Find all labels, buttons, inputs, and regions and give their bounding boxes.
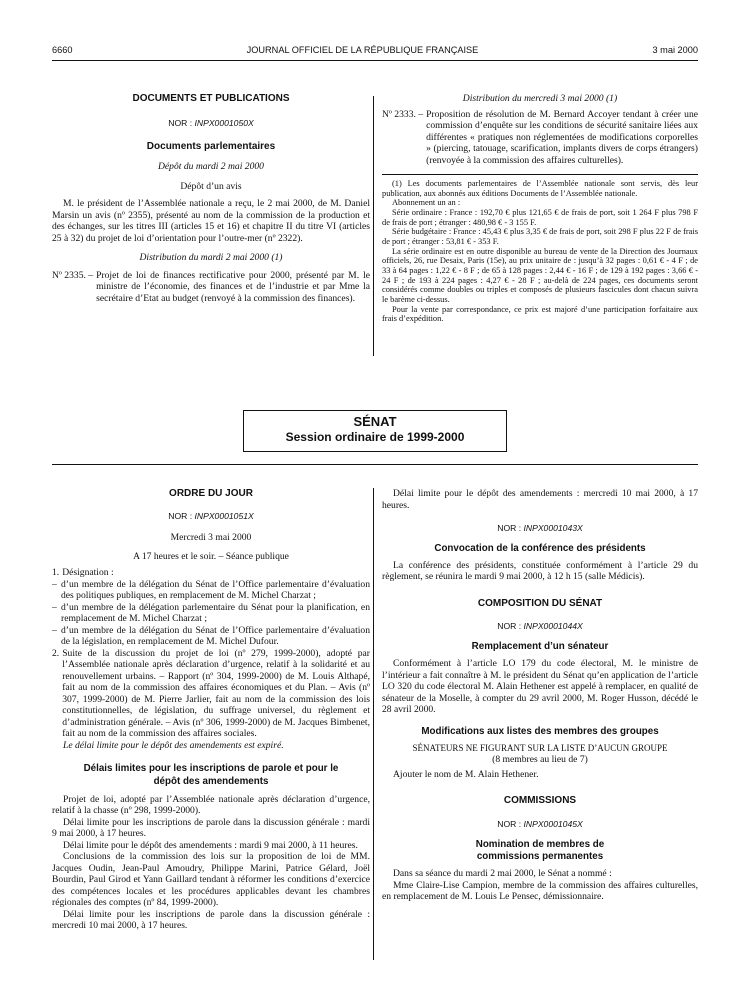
nor-reference	[52, 511, 370, 521]
depot-date: Dépôt du mardi 2 mai 2000	[158, 161, 264, 173]
agenda-bullet: – d’un membre de la délégation du Sénat de l’Office parlementaire d’évaluation de la législation, en remplacement de M. Michel Dufour.	[52, 624, 370, 648]
documents-publications-section	[52, 93, 370, 304]
nor-reference	[382, 621, 698, 631]
paragraph: Projet de loi, adopté par l’Assemblée nationale après déclaration d’urgence, relatif à la chasse (nº 298, 1999-2000).	[52, 793, 370, 817]
document-item	[52, 270, 370, 305]
ajouter-text: Ajouter le nom de M. Alain Hethener.	[393, 769, 539, 781]
agenda-number: 2.	[52, 647, 60, 659]
agenda-text: Suite de la discussion du projet de loi (nº 279, 1999-2000), adopté par l’Assemblée nationale après déclaration d’urgence, relatif à la solidarité et au renouvellement urbains. – Rapport (nº 304, 1999-2000) de M. Louis Althapé, fait au nom de la commission des affaires économiques et du Plan. – Avis (nº 307, 1999-2000) de M. Pierre Jarlier, fait au nom de la commission des lois constitutionnelles, de législation, du suffrage universel, du règlement et d’administration générale. – Avis (nº 306, 1999-2000) de M. Jacques Bimbenet, fait au nom de la commission des affaires sociales.	[62, 647, 370, 740]
session-time: A 17 heures et le soir. – Séance publique	[133, 550, 289, 562]
paragraph: Délai limite pour le dépôt des amendements : mardi 9 mai 2000, à 11 heures.	[63, 839, 358, 851]
nor-code: INPX0001051X	[194, 511, 254, 521]
footnote: La série ordinaire est en outre disponible au bureau de vente de la Direction des Journaux officiels, 26, rue Desaix, Paris (15e), au prix unitaire de : jusqu’à 32 pages : 0,61 € - 4 F ; de 33 à 64 pages : 1,22 € - 8 F ; de 65 à 128 pages : 2,44 € - 16 F ; de 129 à 192 pages : 3,66 € - 24 F ; de 193 à 224 pages : 4,27 € - 28 F ; au-delà de 224 pages, ces documents seront considérés comme doubles ou triples et composés de plusieurs fascicules dont chacun suivra le barème ci-dessus.	[382, 246, 698, 304]
agenda-number: 1.	[52, 567, 60, 579]
column-divider-top	[373, 96, 374, 356]
convocation-title: Convocation de la conférence des présidents	[434, 543, 646, 555]
ordre-du-jour-section	[52, 488, 370, 932]
session-date: Mercredi 3 mai 2000	[170, 532, 252, 544]
document-item	[382, 109, 698, 167]
paragraph: Délai limite pour les inscriptions de parole dans la discussion générale : mardi 9 mai 2000, à 17 heures.	[52, 816, 370, 840]
document-number: Nº 2333. –	[382, 108, 424, 120]
header-rule	[52, 60, 698, 61]
senat-notices-section	[382, 488, 698, 903]
footnote: Série budgétaire : France : 45,43 € plus 3,35 € de frais de port, soit 298 F plus 22 F de frais de port ; étranger : 53,81 € - 353 F.	[382, 227, 698, 246]
nor-label: NOR :	[497, 818, 524, 829]
nor-code: INPX0001050X	[194, 118, 254, 128]
distribution-heading: Distribution du mardi 2 mai 2000 (1)	[139, 252, 283, 264]
paragraph: Délai limite pour les inscriptions de parole dans la discussion générale : mercredi 10 mai 2000, à 17 heures.	[52, 908, 370, 932]
distribution-heading: Distribution du mercredi 3 mai 2000 (1)	[462, 93, 618, 104]
page-number: 6660	[52, 45, 73, 55]
membres-count: (8 membres au lieu de 7)	[492, 753, 588, 765]
distribution-section	[382, 93, 698, 324]
page-header	[52, 45, 698, 61]
section-title: ORDRE DU JOUR	[169, 488, 253, 499]
nomination-title: Nomination de membres de commissions permanentes	[475, 838, 605, 863]
column-divider-bottom	[373, 488, 374, 960]
session-title: Session ordinaire de 1999-2000	[285, 429, 465, 444]
bullet-text: d’un membre de la délégation du Sénat de l’Office parlementaire d’évaluation des politiques publiques, en remplacement de M. Michel Charzat ;	[61, 578, 370, 602]
footnote: Abonnement un an :	[392, 198, 461, 208]
footnote: Série ordinaire : France : 192,70 € plus 121,65 € de frais de port, soit 1 264 F plus 798 F de frais de port ; étranger : 480,98 € - 3 155 F.	[382, 207, 698, 227]
document-text: Projet de loi de finances rectificative pour 2000, présenté par M. le ministre de l’économie, des finances et de l’industrie et par Mme la secrétaire d’Etat au budget (renvoyé à la commission des finances).	[96, 269, 370, 304]
nor-label: NOR :	[168, 118, 195, 128]
nomination-text: Mme Claire-Lise Campion, membre de la commission des affaires culturelles, en remplacement de M. Louis Le Pensec, démissionnaire.	[382, 879, 698, 903]
footnotes	[382, 179, 698, 324]
nor-reference	[382, 819, 698, 829]
nor-reference	[382, 523, 698, 533]
subsection-title: Documents parlementaires	[146, 141, 276, 153]
agenda-bullet: – d’un membre de la délégation du Sénat de l’Office parlementaire d’évaluation des politiques publiques, en remplacement de M. Michel Charzat ;	[52, 578, 370, 602]
footnote-rule	[382, 174, 698, 175]
nor-code: INPX0001044X	[523, 620, 583, 631]
delais-title: Délais limites pour les inscriptions de parole et pour le dépôt des amendements	[83, 763, 339, 787]
commissions-title: COMMISSIONS	[503, 794, 577, 806]
footnote: Pour la vente par correspondance, ce prix est majoré d’une participation forfaitaire aux frais d’expédition.	[382, 304, 698, 324]
agenda-item	[52, 648, 370, 740]
composition-title: COMPOSITION DU SÉNAT	[477, 597, 603, 609]
senat-title-box	[243, 410, 507, 452]
nomination-text: Dans sa séance du mardi 2 mai 2000, le Sénat a nommé :	[393, 868, 612, 880]
paragraph: Délai limite pour le dépôt des amendements : mercredi 10 mai 2000, à 17 heures.	[382, 488, 698, 511]
nor-label: NOR :	[497, 620, 524, 631]
avis-paragraph: M. le président de l’Assemblée nationale a reçu, le 2 mai 2000, de M. Daniel Marsin un avis (nº 2355), présenté au nom de la commission de la production et des échanges, sur les titres III (articles 15 et 16) et chapitre II du titre VI (articles 25 à 32) du projet de loi d’orientation pour l’outre-mer (nº 2322).	[52, 198, 370, 244]
modif-title: Modifications aux listes des membres des groupes	[421, 725, 659, 737]
issue-date: 3 mai 2000	[652, 45, 698, 55]
footnote: (1) Les documents parlementaires de l’Assemblée nationale sont servis, dès leur publication, aux abonnés aux éditions Documents de l’Assemblée nationale.	[382, 179, 698, 198]
convocation-text: La conférence des présidents, constituée conformément à l’article 29 du règlement, se réunira le mardi 9 mai 2000, à 12 h 15 (salle Médicis).	[382, 559, 698, 583]
delai-note: Le délai limite pour le dépôt des amendements est expiré.	[63, 739, 284, 751]
bullet-text: d’un membre de la délégation parlementaire du Sénat pour la planification, en remplacement de M. Michel Charzat ;	[61, 601, 370, 625]
journal-title: JOURNAL OFFICIEL DE LA RÉPUBLIQUE FRANÇAISE	[246, 45, 479, 55]
bullet-text: d’un membre de la délégation du Sénat de l’Office parlementaire d’évaluation de la législation, en remplacement de M. Michel Dufour.	[61, 624, 370, 648]
paragraph: Conclusions de la commission des lois sur la proposition de loi de MM. Jacques Oudin, Jean-Paul Amoudry, Philippe Marini, Patrice Gélard, Joël Bourdin, Paul Girod et Yann Gaillard tendant à réformer les conditions d’exercice des compétences locales et les procédures applicables devant les chambres régionales des comptes (nº 84, 1999-2000).	[52, 851, 370, 909]
senat-title: SÉNAT	[353, 414, 397, 429]
remplacement-title: Remplacement d’un sénateur	[471, 640, 609, 652]
agenda-bullet: – d’un membre de la délégation parlementaire du Sénat pour la planification, en remplacement de M. Michel Charzat ;	[52, 601, 370, 625]
agenda-item	[52, 567, 370, 579]
nor-code: INPX0001043X	[523, 523, 583, 533]
nor-label: NOR :	[168, 511, 195, 521]
document-text: Proposition de résolution de M. Bernard Accoyer tendant à créer une commission d’enquête sur les conditions de sécurité sanitaire liées aux différentes « pratiques non réglementées de modifications corporelles » (piercing, tatouage, scarification, implants divers de corps étrangers) (renvoyée à la commission des affaires culturelles).	[426, 108, 698, 166]
section-title: DOCUMENTS ET PUBLICATIONS	[132, 93, 290, 104]
senat-rule	[52, 464, 698, 465]
nor-code: INPX0001045X	[523, 818, 583, 829]
remplacement-text: Conformément à l’article LO 179 du code électoral, M. le ministre de l’intérieur a fait connaître à M. le président du Sénat qu’en application de l’article LO 320 du code électoral M. Alain Hethener est appelé à remplacer, en qualité de sénateur de la Moselle, à compter du 29 avril 2000, M. Roger Husson, décédé le 28 avril 2000.	[382, 658, 698, 716]
agenda-text: Désignation :	[62, 567, 114, 579]
sans-groupe-heading: SÉNATEURS NE FIGURANT SUR LA LISTE D’AUCUN GROUPE	[412, 742, 668, 753]
document-number: Nº 2335. –	[52, 269, 94, 281]
nor-reference	[52, 118, 370, 128]
depot-avis-heading: Dépôt d’un avis	[180, 180, 242, 192]
nor-label: NOR :	[497, 523, 524, 533]
